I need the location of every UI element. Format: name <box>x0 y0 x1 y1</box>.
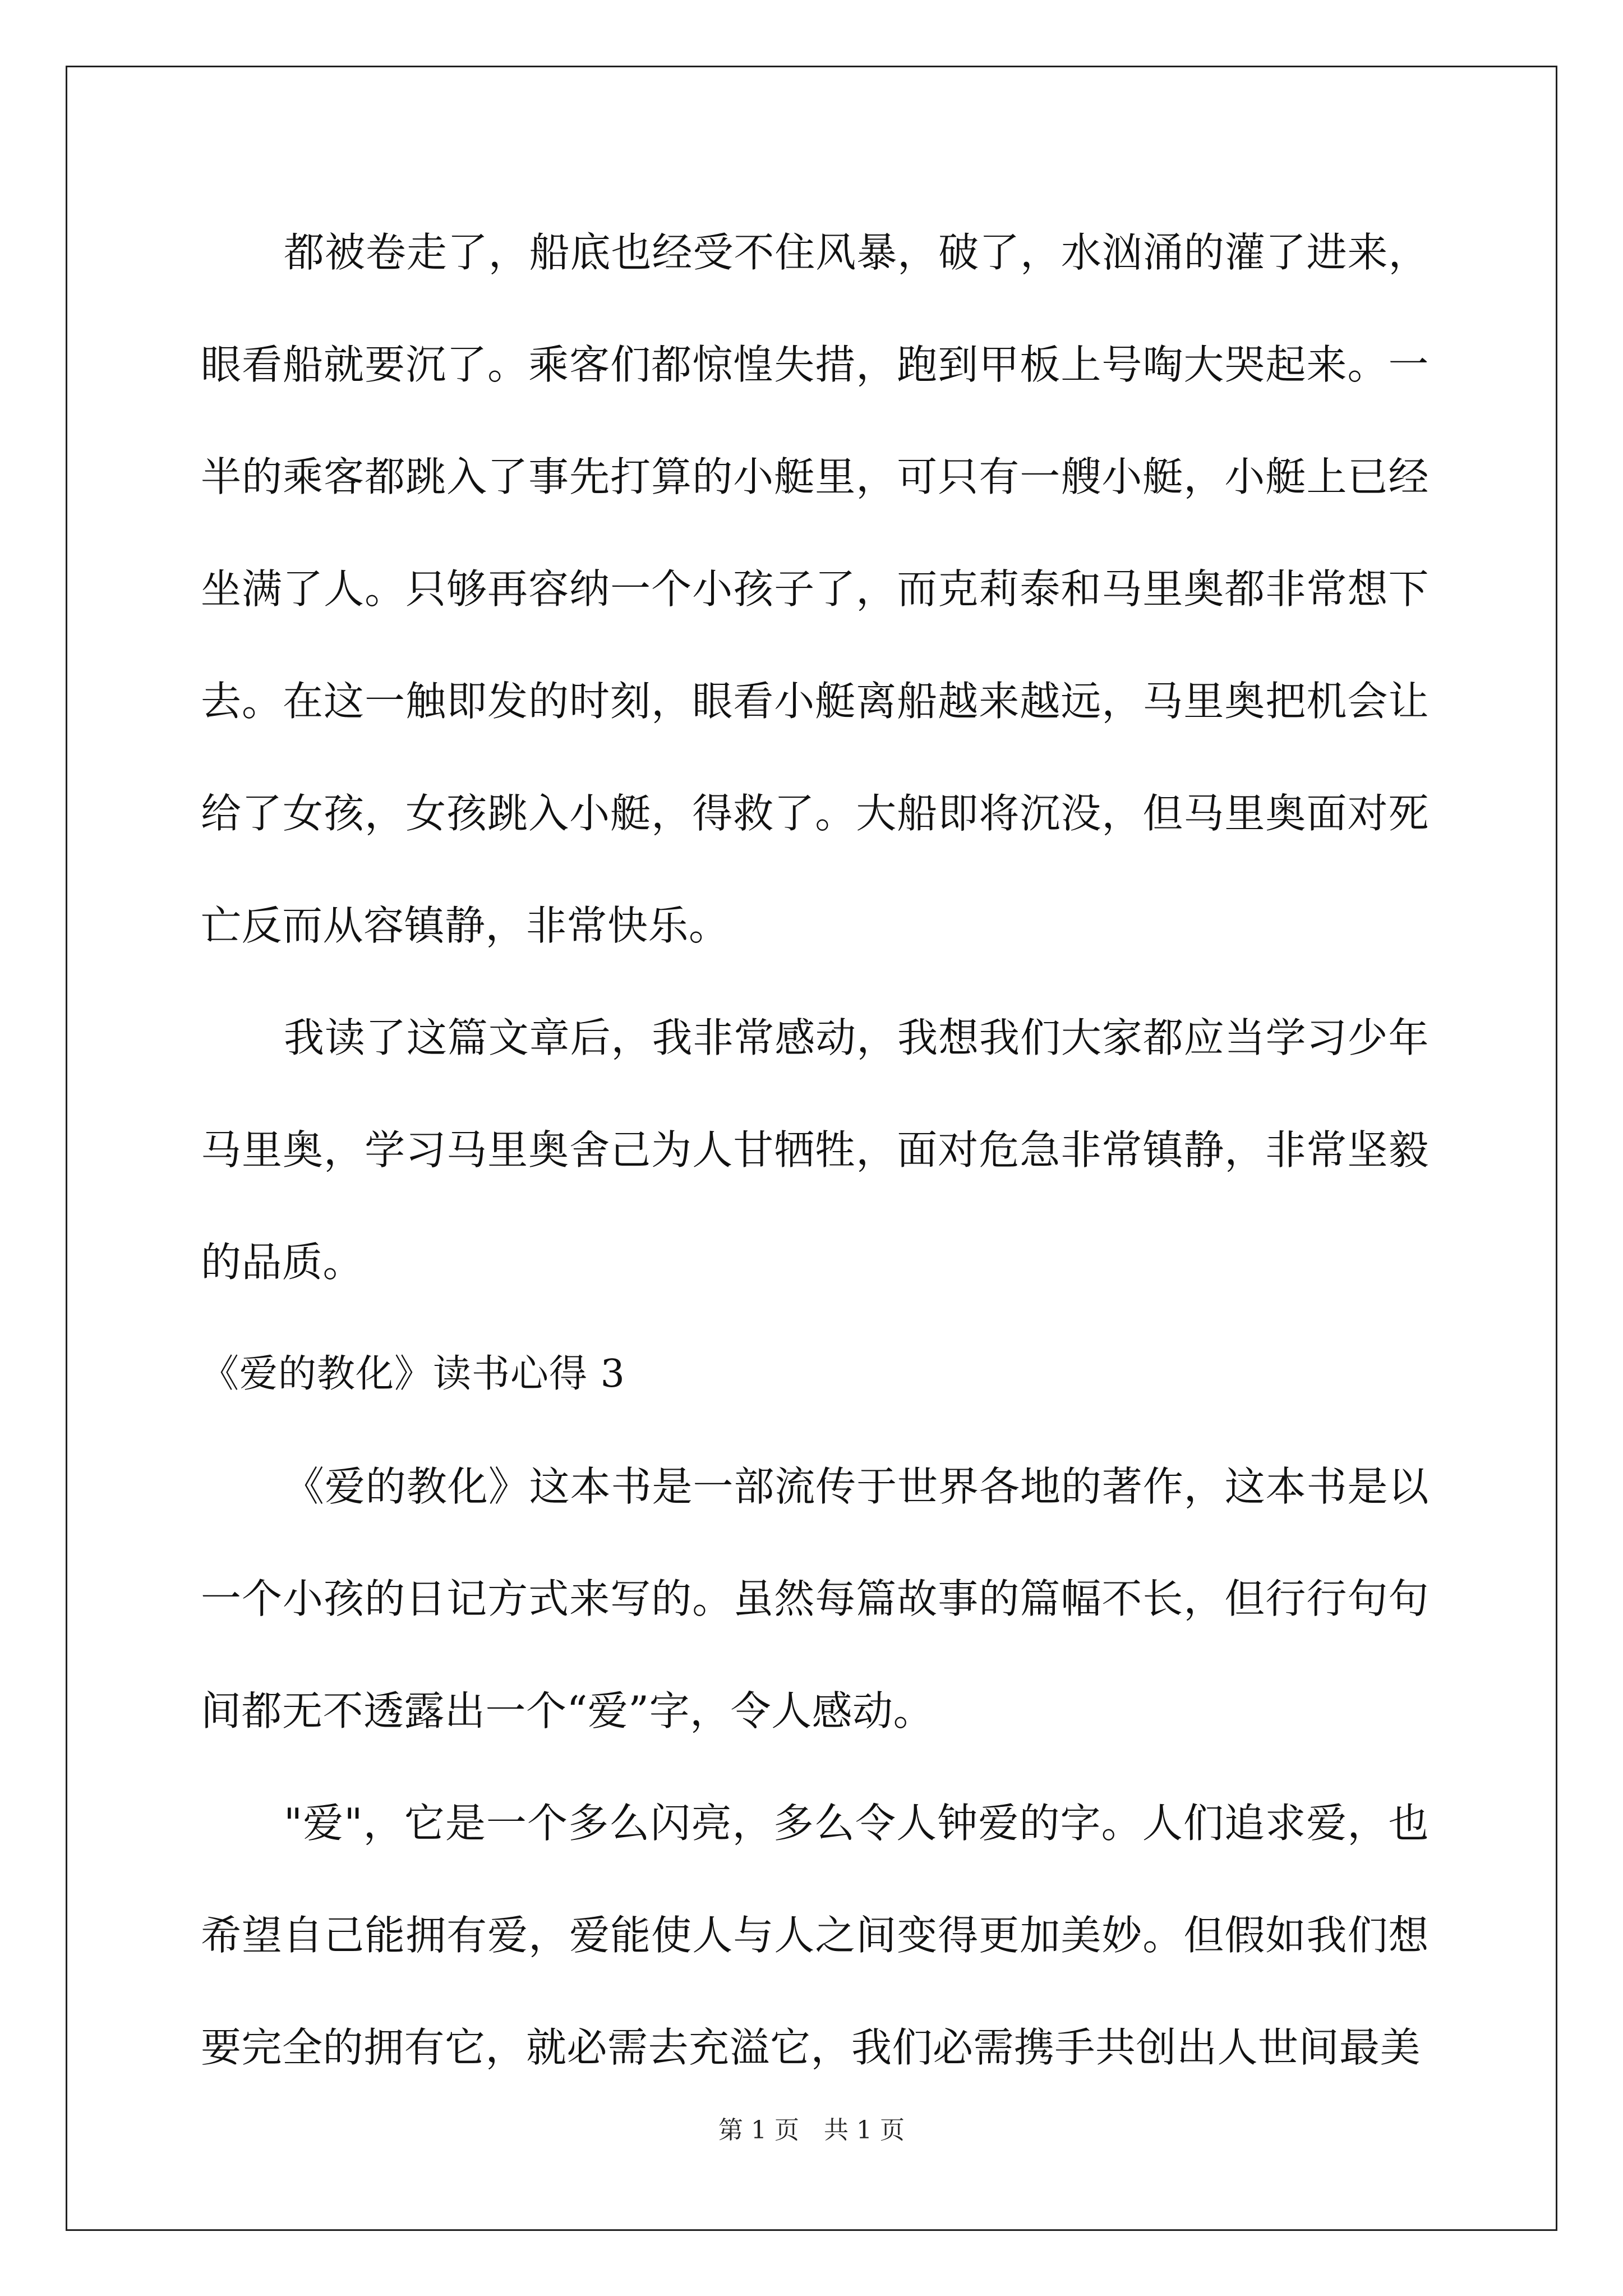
page-number-footer: 第 1 页 共 1 页 <box>718 2116 905 2145</box>
document-body <box>201 196 1429 2104</box>
paragraph-story-continuation: 都被卷走了，船底也经受不住风暴，破了，水汹涌的灌了进来，眼看船就要沉了。乘客们都惊惶失措，跑到甲板上号啕大哭起来。一半的乘客都跳入了事先打算的小艇里，可只有一艘小艇，小艇上已经坐满了人。只够再容纳一个小孩子了，而克莉泰和马里奥都非常想下去。在这一触即发的时刻，眼看小艇离船越来越远，马里奥把机会让给了女孩，女孩跳入小艇，得救了。大船即将沉没，但马里奥面对死亡反而从容镇静，非常快乐。 <box>201 229 1429 949</box>
paragraph-reflection: 我读了这篇文章后，我非常感动，我想我们大家都应当学习少年马里奥，学习马里奥舍己为人甘牺牲，面对危急非常镇静，非常坚毅的品质。 <box>201 1014 1429 1286</box>
section-heading: 《爱的教化》读书心得 3 <box>201 1352 625 1396</box>
paragraph-love-essay: "爱"，它是一个多么闪亮，多么令人钟爱的字。人们追求爱，也希望自己能拥有爱，爱能使人与人之间变得更加美妙。但假如我们想要完全的拥有它，就必需去充溢它，我们必需携手共创出人世间最美 <box>201 1800 1429 2071</box>
paragraph-book-intro: 《爱的教化》这本书是一部流传于世界各地的著作，这本书是以一个小孩的日记方式来写的。虽然每篇故事的篇幅不长，但行行句句间都无不透露出一个“爱”字，令人感动。 <box>201 1463 1429 1734</box>
